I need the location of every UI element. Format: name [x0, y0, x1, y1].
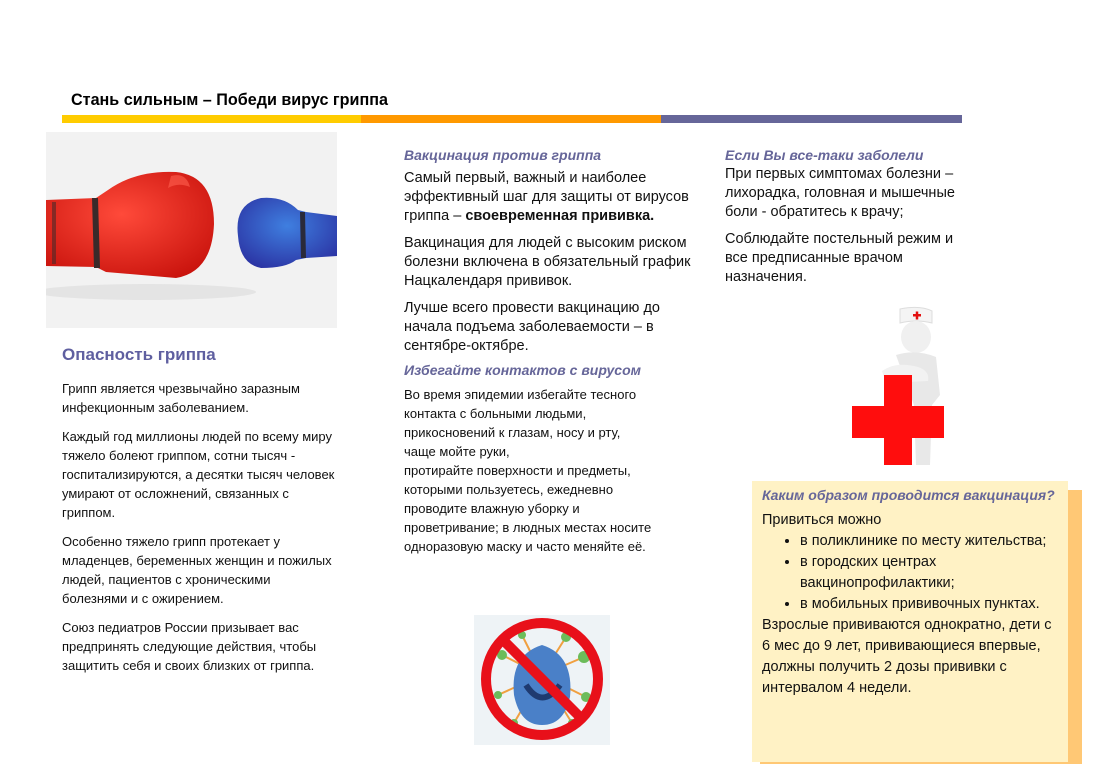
- boxing-gloves-icon: [46, 132, 337, 328]
- if-sick-paragraph: Соблюдайте постельный режим и все предписанные врачом назначения.: [725, 231, 954, 285]
- list-item: • в городских центрах вакцинопрофилактики;: [800, 552, 1058, 594]
- vaccination-heading: Вакцинация против гриппа: [404, 147, 602, 163]
- vaccination-text: Самый первый, важный и наиболее эффективный шаг для защиты от вирусов гриппа –: [404, 170, 689, 224]
- no-virus-icon: [474, 615, 610, 745]
- how-outro: Взрослые прививаются однократно, дети с 6 мес до 9 лет, прививающиеся впервые, должны получить 2 дозы прививки с интервалом 4 недели.: [762, 617, 1052, 696]
- vaccination-section: [404, 147, 699, 556]
- list-item: • в поликлинике по месту жительства;: [800, 531, 1058, 552]
- how-vaccination-heading: Каким образом проводится вакцинация?: [762, 487, 1055, 503]
- danger-paragraph: Особенно тяжело грипп протекает у младенцев, беременных женщин и пожилых людей, пациентов с хроническими болезнями и с ожирением.: [62, 534, 332, 606]
- avoid-line: чаще мойте руки,: [404, 444, 510, 459]
- vaccination-bold-text: своевременная прививка.: [465, 208, 655, 224]
- avoid-contact-heading: Избегайте контактов с вирусом: [404, 362, 641, 378]
- flu-danger-section: [62, 345, 337, 684]
- how-intro: Привиться можно: [762, 512, 882, 528]
- if-sick-heading: Если Вы все-таки заболели: [725, 147, 924, 163]
- avoid-line: которыми пользуетесь, ежедневно: [404, 482, 614, 497]
- vaccination-places-list: [762, 531, 1058, 615]
- no-virus-sign-image: [474, 615, 610, 745]
- avoid-line: проветривание; в людных местах носите: [404, 520, 652, 535]
- vaccination-paragraph: Вакцинация для людей с высоким риском болезни включена в обязательный график Нацкалендаря прививок.: [404, 235, 691, 289]
- avoid-line: контакта с больными людьми,: [404, 406, 587, 421]
- how-vaccination-box: [752, 481, 1068, 762]
- if-sick-paragraph: При первых симптомах болезни – лихорадка, головная и мышечные боли - обратитесь к врачу;: [725, 166, 955, 220]
- avoid-line: одноразовую маску и часто меняйте её.: [404, 539, 646, 554]
- danger-paragraph: Каждый год миллионы людей по всему миру тяжело болеют гриппом, сотни тысяч - госпитализируются, а десятки тысяч человек умирают от осложнений, связанных с гриппом.: [62, 429, 335, 520]
- boxing-gloves-image: [46, 132, 337, 328]
- vaccination-paragraph: Лучше всего провести вакцинацию до начала подъема заболеваемости – в сентябре-октябре.: [404, 300, 660, 354]
- if-sick-section: [725, 147, 975, 295]
- avoid-line: протирайте поверхности и предметы,: [404, 463, 631, 478]
- avoid-line: Во время эпидемии избегайте тесного: [404, 387, 637, 402]
- list-item: • в мобильных прививочных пунктах.: [800, 594, 1058, 615]
- title-bar-purple: [661, 115, 962, 123]
- doctor-cross-icon: [848, 305, 948, 470]
- avoid-line: проводите влажную уборку и: [404, 501, 580, 516]
- title-bar-orange: [361, 115, 661, 123]
- doctor-with-red-cross-image: [848, 305, 948, 470]
- avoid-line: прикосновений к глазам, носу и рту,: [404, 425, 621, 440]
- flu-danger-heading: Опасность гриппа: [62, 345, 216, 364]
- danger-paragraph: Союз педиатров России призывает вас предпринять следующие действия, чтобы защитить себя и своих близких от гриппа.: [62, 620, 317, 673]
- avoid-contact-text: [404, 385, 699, 556]
- title-bar-yellow: [62, 115, 361, 123]
- page-title: Стань сильным – Победи вирус гриппа: [71, 90, 388, 109]
- danger-paragraph: Грипп является чрезвычайно заразным инфекционным заболеванием.: [62, 381, 300, 415]
- vaccination-paragraph: [404, 169, 699, 226]
